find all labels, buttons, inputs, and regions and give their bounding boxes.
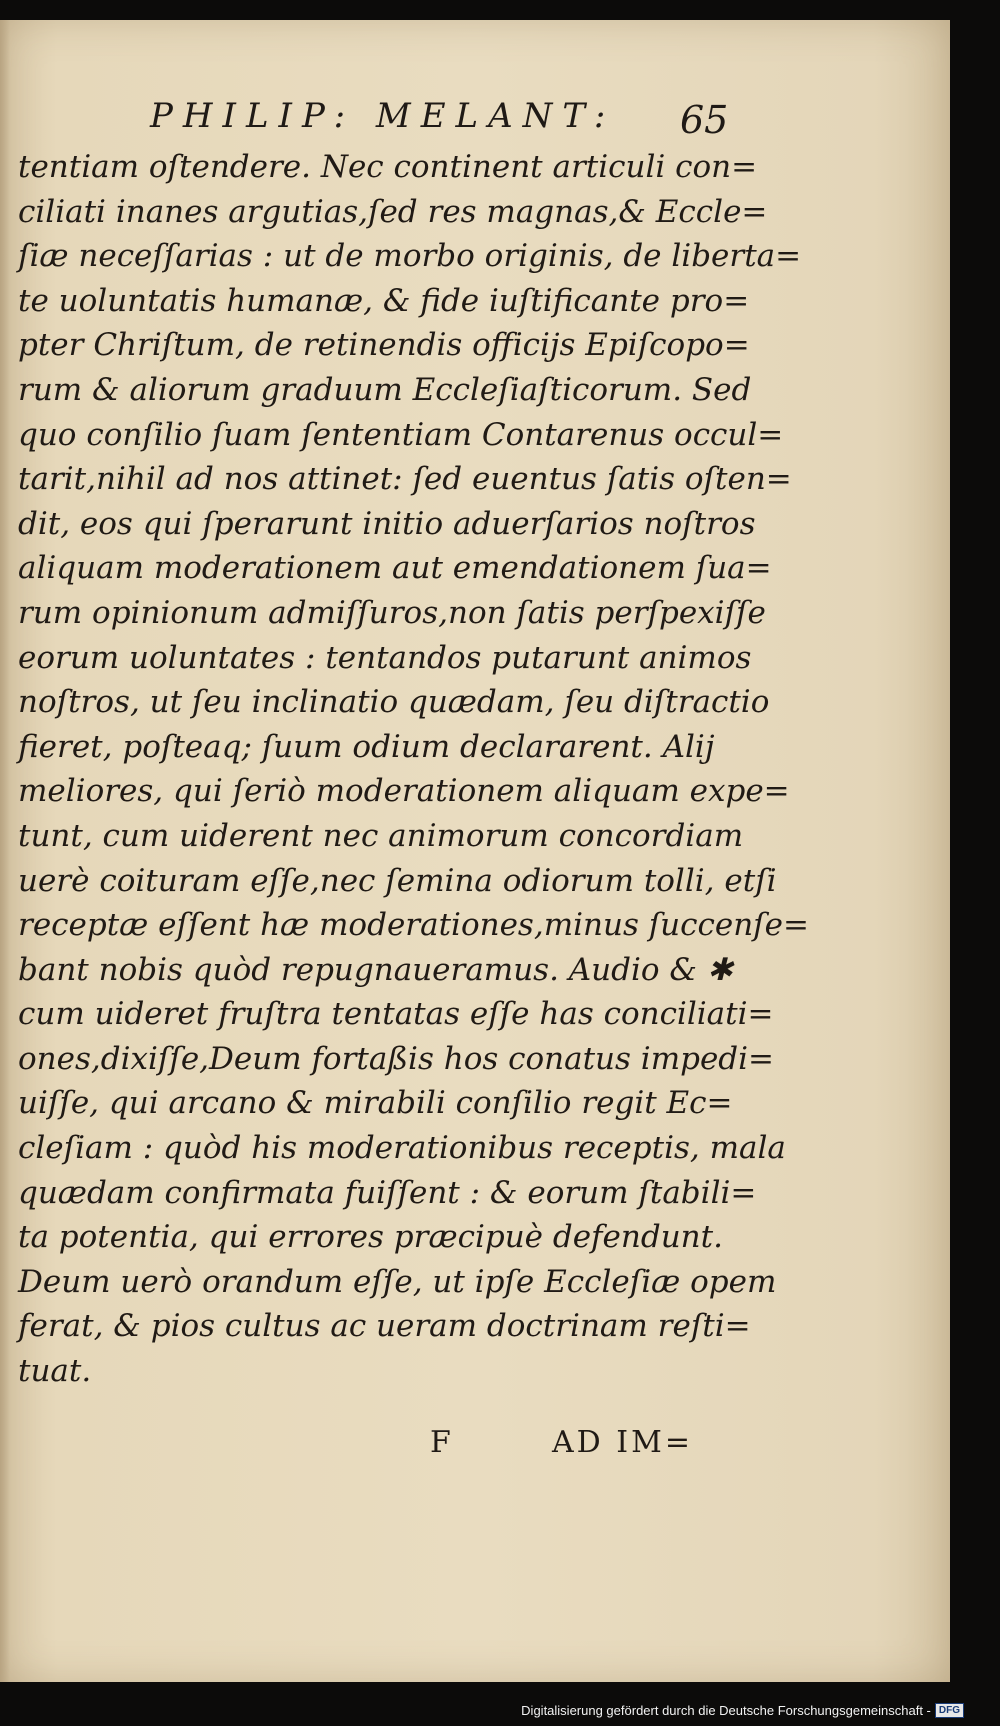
running-title: PHILIP: MELANT: [150,96,616,136]
text-line: cleſiam : quòd his moderationibus receptis, mala [18,1130,786,1167]
signature-mark: F [430,1425,451,1460]
page-number: 65 [680,98,729,142]
page-binding-edge [0,20,10,1682]
digitization-credit [521,1703,964,1718]
text-line: tunt, cum uiderent nec animorum concordiam [18,817,744,854]
text-line: quædam confirmata fuiſſent : & eorum ſtabili= [18,1174,757,1211]
catchword: AD IM= [552,1425,693,1460]
text-line: tuat. [18,1353,92,1390]
text-line: rum & aliorum graduum Eccleſiaſticorum. Sed [18,371,752,408]
text-line: rum opinionum admiſſuros,non ſatis perſpexiſſe [18,594,766,631]
text-line: dit, eos qui ſperarunt initio aduerſarios noſtros [18,505,756,542]
body-text [18,145,809,1394]
text-line: eorum uoluntates : tentandos putarunt animos [18,639,752,676]
text-line: uerè coituram eſſe,nec ſemina odiorum tolli, etſi [18,862,777,899]
scan-top-margin [0,0,1000,20]
credit-text: Digitalisierung gefördert durch die Deutsche Forschungsgemeinschaft - [521,1703,931,1718]
text-line: tentiam oſtendere. Nec continent articuli con= [18,149,758,185]
text-line: quo conſilio ſuam ſententiam Contarenus occul= [18,416,784,453]
text-line: cum uideret fruſtra tentatas eſſe has conciliati= [18,996,774,1033]
text-line: aliquam moderationem aut emendationem ſua= [18,550,772,587]
book-page [0,20,950,1682]
text-line: pter Chriſtum, de retinendis officijs Epiſcopo= [18,327,750,364]
text-line: uiſſe, qui arcano & mirabili conſilio regit Ec= [18,1085,733,1122]
running-head [150,86,730,146]
text-line: ſiæ neceſſarias : ut de morbo originis, de liberta= [18,238,802,275]
text-line: ciliati inanes argutias,ſed res magnas,& Eccle= [18,193,768,230]
text-line: tarit,nihil ad nos attinet: ſed euentus ſatis oſten= [18,461,792,498]
dfg-logo: DFG [935,1703,964,1718]
text-line: bant nobis quòd repugnaueramus. Audio & ✱ [18,951,733,988]
text-line: receptæ eſſent hæ moderationes,minus ſuccenſe= [18,907,809,944]
text-line: te uoluntatis humanæ, & fide iuſtificante pro= [18,282,750,319]
text-line: meliores, qui ſeriò moderationem aliquam expe= [18,773,790,810]
text-line: Deum uerò orandum eſſe, ut ipſe Eccleſiæ opem [18,1263,777,1300]
text-line: ferat, & pios cultus ac ueram doctrinam reſti= [18,1308,751,1345]
text-line: ta potentia, qui errores præcipuè defendunt. [18,1219,723,1256]
text-line: ones,dixiſſe,Deum fortaßis hos conatus impedi= [18,1040,775,1077]
text-line: noſtros, ut ſeu inclinatio quædam, ſeu diſtractio [18,684,770,721]
text-line: fieret, poſteaq; ſuum odium declararent. Alij [18,728,715,765]
